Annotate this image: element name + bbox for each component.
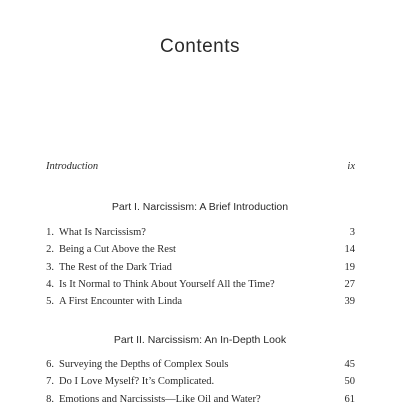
toc-entry[interactable]: [38, 278, 355, 295]
entry-label: Introduction: [46, 161, 99, 172]
toc-entry[interactable]: [38, 243, 355, 260]
entry-title: The Rest of the Dark Triad: [59, 261, 172, 273]
entry-number: 6.: [46, 359, 54, 370]
part-1-entries: [38, 226, 355, 312]
entry-title: Is It Normal to Think About Yourself All the Time?: [59, 278, 275, 290]
entry-title: What Is Narcissism?: [59, 227, 146, 238]
toc-entry[interactable]: [38, 375, 355, 392]
entry-page-number: 50: [344, 376, 355, 388]
toc-entry[interactable]: [38, 358, 355, 375]
entry-number: 4.: [46, 278, 54, 290]
entry-title: Surveying the Depths of Complex Souls: [59, 359, 229, 370]
toc-entry[interactable]: [38, 226, 355, 243]
entry-number: 1.: [46, 227, 54, 238]
entry-page-number: 39: [344, 296, 355, 308]
toc-entry[interactable]: [38, 295, 355, 312]
toc-entry[interactable]: [38, 393, 355, 410]
entry-title: A First Encounter with Linda: [59, 296, 183, 308]
entry-title: Being a Cut Above the Rest: [59, 244, 176, 256]
entry-title: Do I Love Myself? It’s Complicated.: [59, 376, 215, 388]
part-heading-1: Part I. Narcissism: A Brief Introduction: [111, 201, 289, 213]
entry-number: 2.: [46, 244, 54, 256]
entry-number: 3.: [46, 261, 54, 273]
part-2-entries: [38, 358, 355, 410]
entry-page-number: 27: [344, 278, 355, 290]
entry-page-number: 3: [349, 227, 355, 238]
entry-page-number: 61: [344, 393, 355, 405]
entry-title: Emotions and Narcissists—Like Oil and Water?: [59, 393, 261, 405]
entry-number: 5.: [46, 296, 54, 308]
entry-number: 7.: [46, 376, 54, 388]
toc-entry[interactable]: [38, 261, 355, 278]
page-title: Contents: [159, 36, 241, 57]
part-heading-2: Part II. Narcissism: An In-Depth Look: [113, 334, 287, 346]
entry-page-number: 19: [344, 261, 355, 273]
entry-page-number: 45: [344, 359, 355, 370]
toc-entry-introduction[interactable]: [46, 161, 355, 175]
entry-page-number: 14: [344, 244, 355, 256]
entry-number: 8.: [46, 393, 54, 405]
entry-page-number: ix: [347, 161, 355, 172]
